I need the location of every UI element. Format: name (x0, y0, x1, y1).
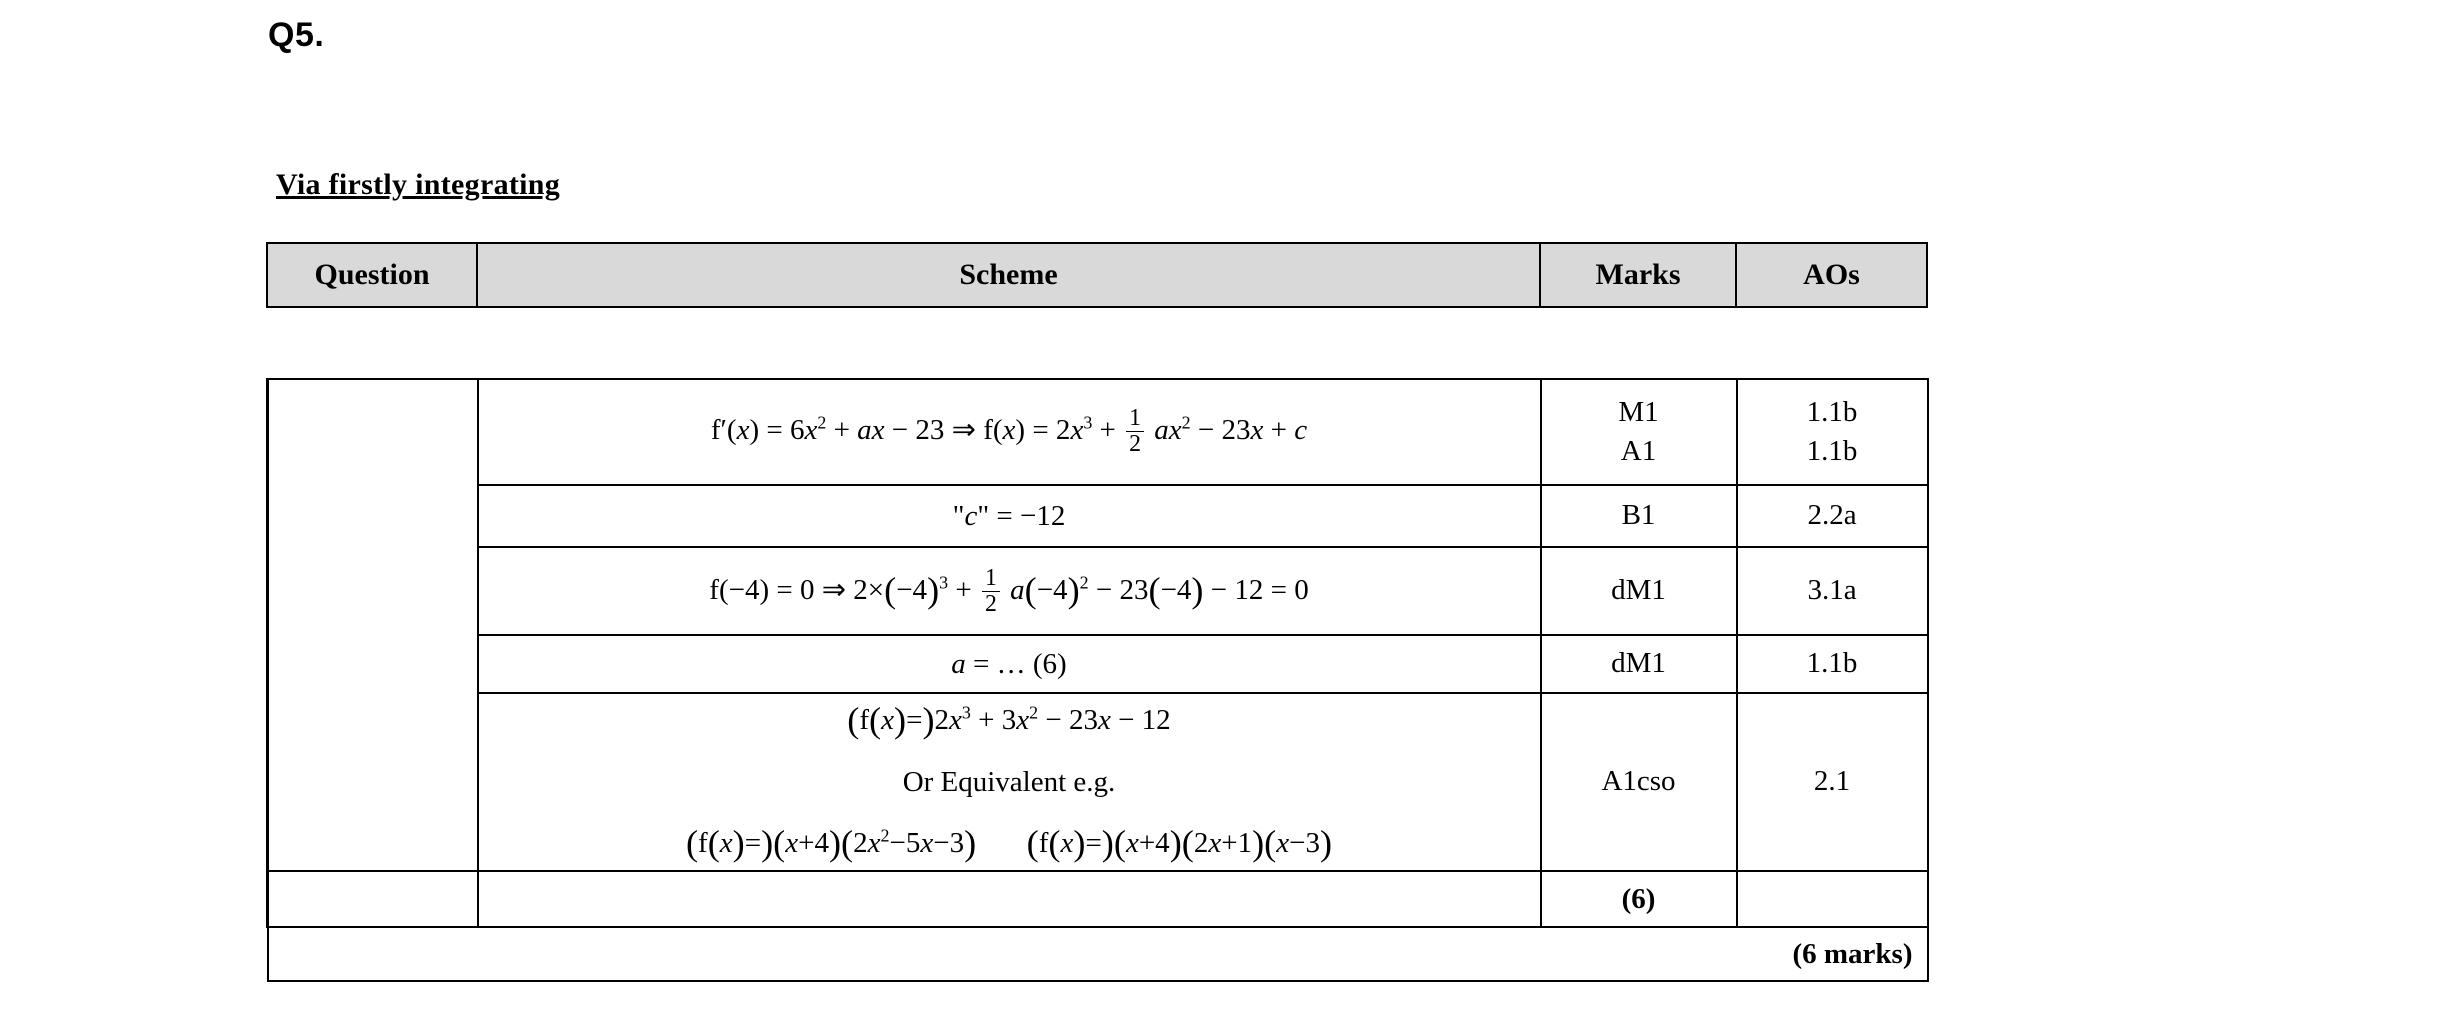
equivalent-label: Or Equivalent e.g. (902, 765, 1116, 798)
scheme-cell-2: "c" = −12 (478, 485, 1541, 547)
scheme-cell-5: $(f(x)=)2x^3 + 3x^2 - 23x - 12$ Or Equivalent e.g. $(f(x)=)(x+4)(2x^2-5x-3)$ (f(x)=)(x+4)(2x+1)(x−3) (478, 693, 1541, 871)
scheme-cell-4: a = … (6) (478, 635, 1541, 693)
subtotal-row (268, 871, 1928, 927)
section-heading: Via firstly integrating (276, 168, 561, 201)
table-row (268, 635, 1928, 693)
header-aos: AOs (1736, 243, 1927, 307)
ao-code: 1.1b (1806, 395, 1858, 428)
subtotal-question-cell (268, 871, 478, 927)
markscheme-body-table (266, 378, 1929, 982)
total-marks-row (268, 927, 1928, 981)
table-row (268, 547, 1928, 635)
marks-cell-5: A1cso (1541, 693, 1737, 871)
subtotal-scheme-cell (478, 871, 1541, 927)
ao-code: 1.1b (1806, 435, 1858, 467)
subtotal-aos-cell (1737, 871, 1928, 927)
markscheme-header-table (266, 242, 1928, 308)
subtotal-marks: (6) (1541, 871, 1737, 927)
total-marks: (6 marks) (268, 927, 1928, 981)
table-header-row (267, 243, 1927, 307)
table-row (268, 379, 1928, 485)
table-row (268, 485, 1928, 547)
marks-cell-1 (1541, 379, 1737, 485)
mark-code: A1 (1620, 435, 1657, 467)
header-scheme: Scheme (477, 243, 1540, 307)
question-number-cell (268, 379, 478, 871)
scheme-cell-3: f(−4) = 0 ⇒ $2\times(-4)^3$ + $\frac{1}{2}$ $a(-4)^2 - 23(-4) - 12 = 0$ (478, 547, 1541, 635)
table-row (268, 693, 1928, 871)
aos-cell-1 (1737, 379, 1928, 485)
marks-cell-4: dM1 (1541, 635, 1737, 693)
aos-cell-2: 2.2a (1737, 485, 1928, 547)
mark-code: M1 (1618, 395, 1659, 428)
marks-cell-3: dM1 (1541, 547, 1737, 635)
scheme-cell-1: $f'(x) = 6x^2$ + ax − 23 ⇒ $f(x) = 2x^3$ + $\frac{1}{2}$ $ax^2 - 23x + c$ (478, 379, 1541, 485)
header-marks: Marks (1540, 243, 1736, 307)
aos-cell-5: 2.1 (1737, 693, 1928, 871)
aos-cell-4: 1.1b (1737, 635, 1928, 693)
header-question: Question (267, 243, 477, 307)
marks-cell-2: B1 (1541, 485, 1737, 547)
page-title: Q5. (268, 16, 325, 54)
aos-cell-3: 3.1a (1737, 547, 1928, 635)
